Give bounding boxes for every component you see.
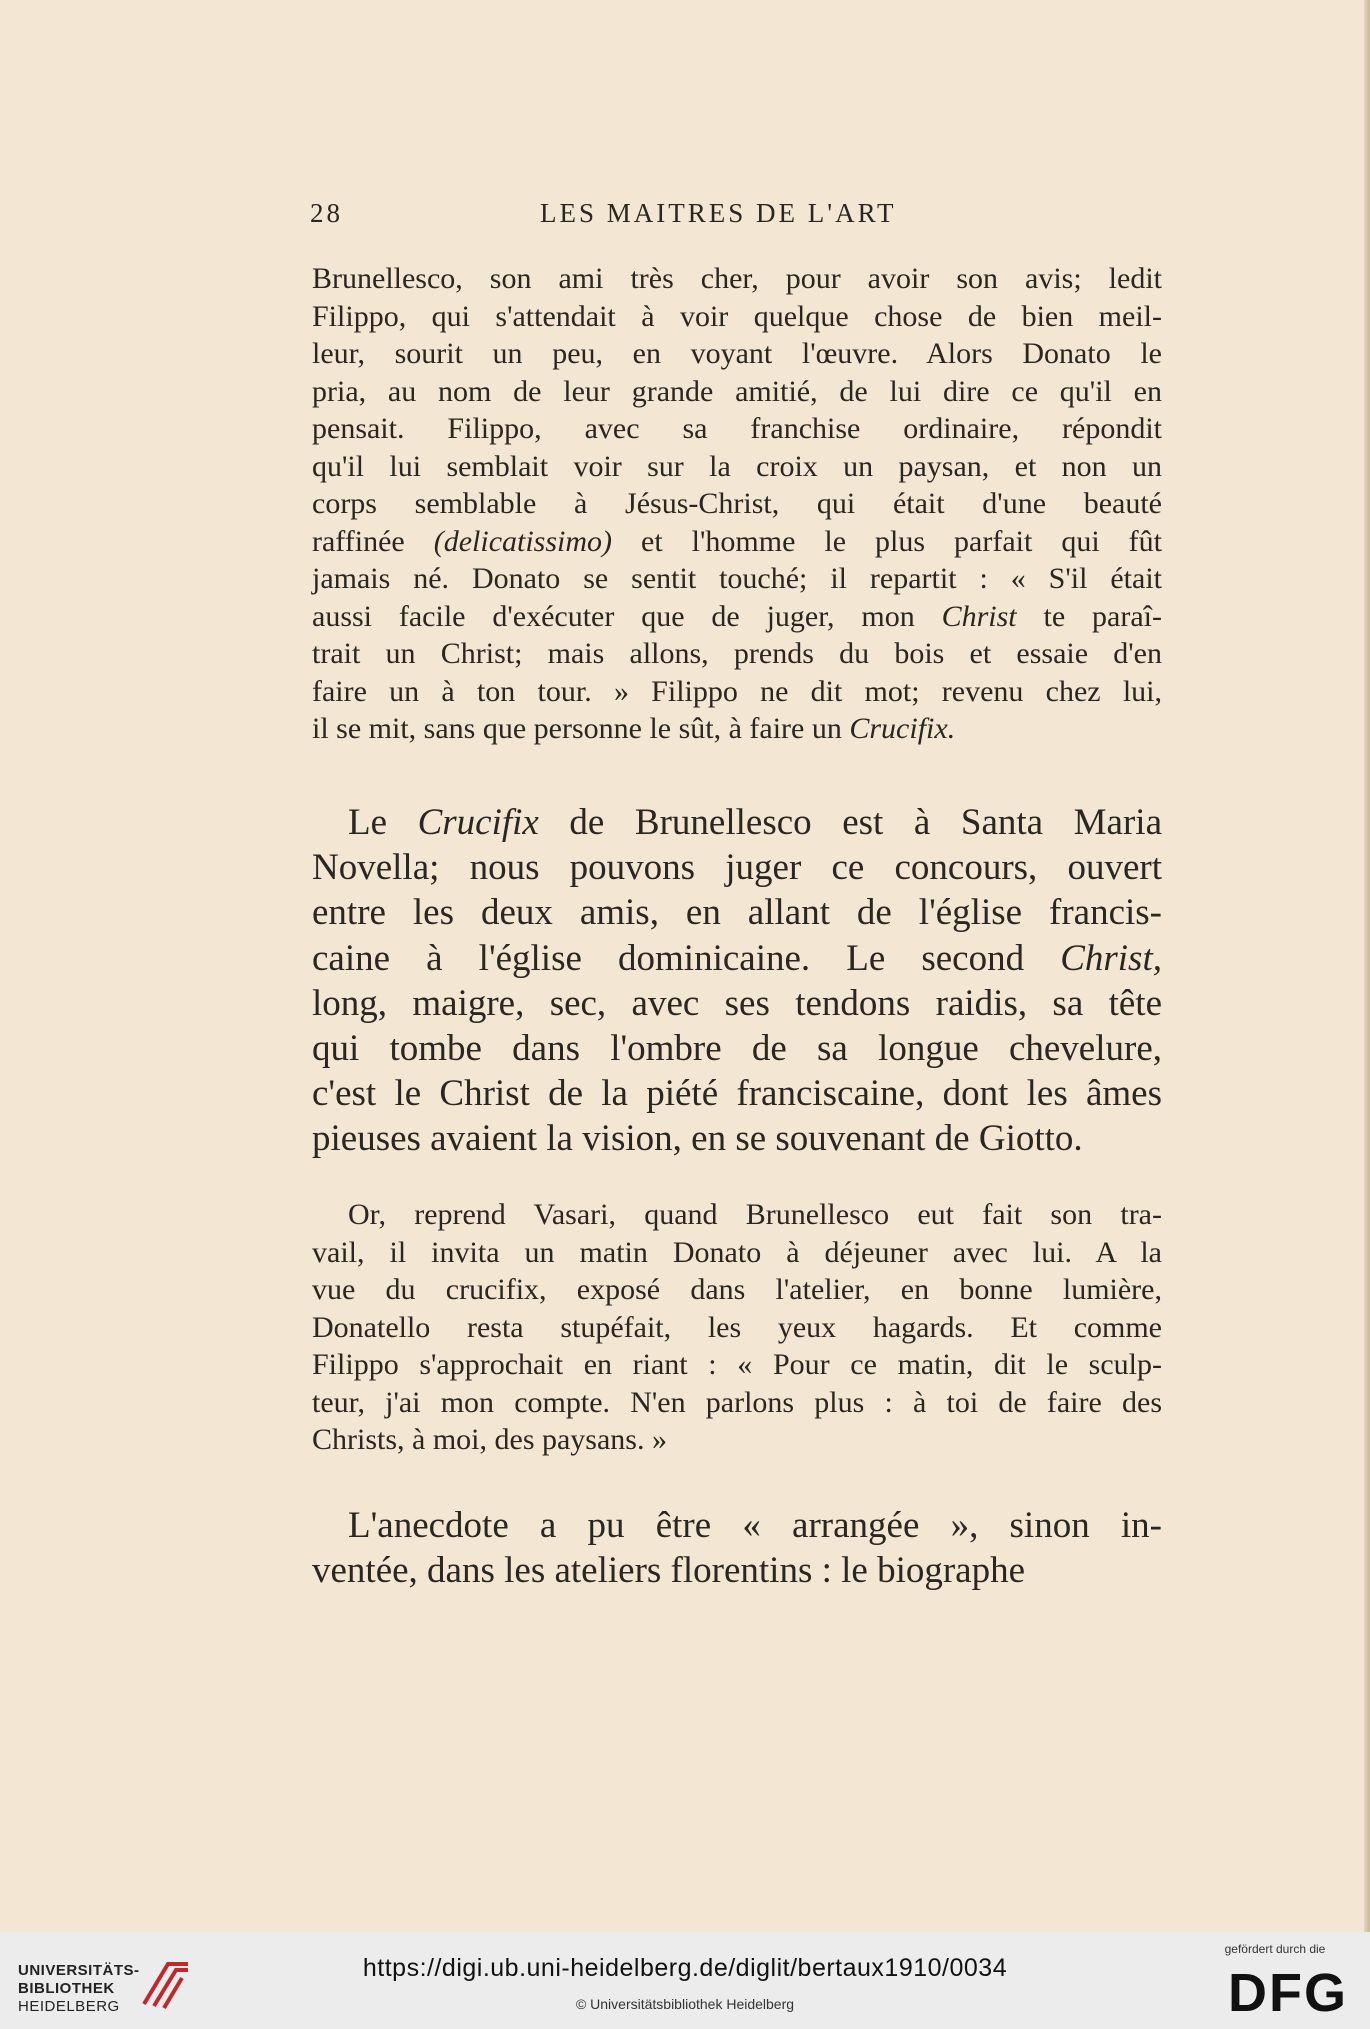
text-line: trait un Christ; mais allons, prends du bois et essaie d'en	[312, 637, 1162, 670]
text-line: pensait. Filippo, avec sa franchise ordinaire, répondit	[312, 412, 1162, 445]
text-line: ventée, dans les ateliers florentins : le biographe	[312, 1550, 1026, 1592]
paragraph-2	[312, 800, 1162, 1162]
text-line: caine à l'église dominicaine. Le second Christ,	[312, 937, 1162, 979]
text-line: L'anecdote a pu être « arrangée », sinon in-	[348, 1505, 1162, 1546]
text-line: raffinée (delicatissimo) et l'homme le plus parfait qui fût	[312, 524, 1162, 558]
funding-note: gefördert durch die	[1224, 1942, 1326, 1956]
text-line: Filippo, qui s'attendait à voir quelque chose de bien meil-	[312, 299, 1162, 333]
text-line: pieuses avaient la vision, en se souvenant de Giotto.	[312, 1118, 1083, 1160]
italic-term: (delicatissimo)	[433, 524, 613, 558]
digitization-footer	[0, 1932, 1370, 2029]
paragraph-3	[312, 1196, 1162, 1459]
library-name-line-1: UNIVERSITÄTS-	[18, 1962, 140, 1979]
text-line: Brunellesco, son ami très cher, pour avoir son avis; ledit	[312, 262, 1162, 295]
page-number: 28	[310, 198, 343, 228]
text-line: leur, sourit un peu, en voyant l'œuvre. Alors Donato le	[312, 337, 1162, 370]
text-line: corps semblable à Jésus-Christ, qui était d'une beauté	[312, 487, 1162, 520]
text-line: vail, il invita un matin Donato à déjeuner avec lui. A la	[312, 1235, 1162, 1269]
text-line: il se mit, sans que personne le sût, à faire un Crucifix.	[312, 712, 956, 745]
text-line: qu'il lui semblait voir sur la croix un paysan, et non un	[312, 449, 1162, 483]
text-line: pria, au nom de leur grande amitié, de lui dire ce qu'il en	[312, 374, 1162, 408]
text-line: Christs, à moi, des paysans. »	[312, 1423, 667, 1456]
paragraph-1	[312, 260, 1162, 748]
text-line: Donatello resta stupéfait, les yeux hagards. Et comme	[312, 1310, 1162, 1344]
running-title: LES MAITRES DE L'ART	[540, 198, 897, 228]
italic-term: Christ	[941, 599, 1017, 633]
text-line: aussi facile d'exécuter que de juger, mon Christ te paraî-	[312, 599, 1162, 633]
text-line: long, maigre, sec, avec ses tendons raidis, sa tête	[312, 982, 1162, 1024]
running-header	[310, 198, 1170, 238]
text-line: faire un à ton tour. » Filippo ne dit mot; revenu chez lui,	[312, 674, 1162, 708]
paragraph-4	[312, 1503, 1162, 1593]
dfg-logo: DFG	[1228, 1963, 1348, 2023]
text-line: c'est le Christ de la piété franciscaine, dont les âmes	[312, 1073, 1162, 1115]
italic-term: Crucifix	[417, 802, 539, 843]
text-line: qui tombe dans l'ombre de sa longue chevelure,	[312, 1028, 1162, 1070]
italic-term: Christ,	[1060, 937, 1162, 979]
text-line: Or, reprend Vasari, quand Brunellesco eut fait son tra-	[348, 1198, 1162, 1231]
italic-term: Crucifix.	[849, 712, 956, 745]
page-edge	[1364, 0, 1370, 1932]
text-line: Novella; nous pouvons juger ce concours, ouvert	[312, 847, 1162, 889]
permalink-url[interactable]: https://digi.ub.uni-heidelberg.de/diglit/bertaux1910/0034	[362, 1954, 1008, 1982]
library-name-line-2: BIBLIOTHEK	[18, 1980, 115, 1997]
library-name-line-3: HEIDELBERG	[18, 1998, 120, 2015]
text-line: teur, j'ai mon compte. N'en parlons plus : à toi de faire des	[312, 1385, 1162, 1419]
text-line: entre les deux amis, en allant de l'église francis-	[312, 892, 1162, 934]
text-line: vue du crucifix, exposé dans l'atelier, en bonne lumière,	[312, 1273, 1162, 1306]
text-line: Le Crucifix de Brunellesco est à Santa Maria	[348, 802, 1162, 843]
text-line: jamais né. Donato se sentit touché; il repartit : « S'il était	[312, 562, 1162, 595]
text-line: Filippo s'approchait en riant : « Pour ce matin, dit le sculp-	[312, 1348, 1162, 1381]
copyright-text: © Universitätsbibliothek Heidelberg	[575, 1996, 795, 2012]
